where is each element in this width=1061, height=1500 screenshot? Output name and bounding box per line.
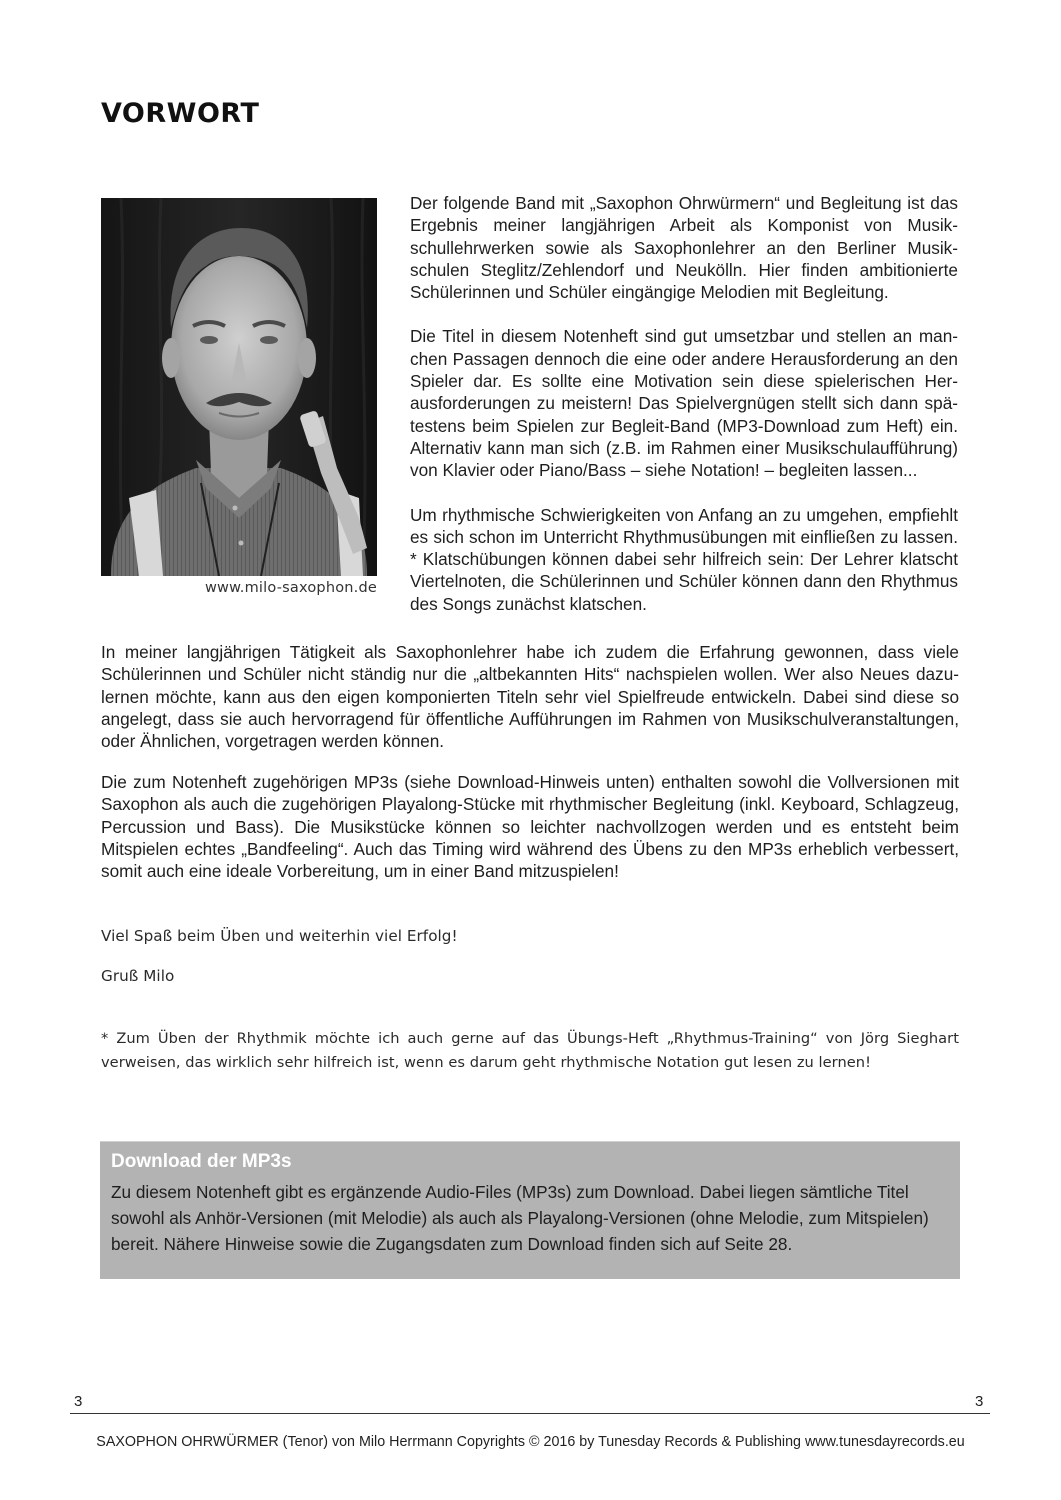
portrait-image bbox=[101, 198, 377, 576]
page-number-left: 3 bbox=[74, 1393, 83, 1410]
footer-copyright: SAXOPHON OHRWÜRMER (Tenor) von Milo Herrmann Copyrights © 2016 by Tunesday Records & Publishing www.tunesdayrecords.eu bbox=[96, 1434, 965, 1450]
signature: Gruß Milo bbox=[101, 967, 175, 985]
footer-divider bbox=[70, 1413, 990, 1414]
paragraph-3: Um rhythmische Schwierigkeiten von Anfang an zu umgehen, empfiehlt es sich schon im Unterricht Rhythmusübungen mit einfließen zu lassen. * Klatschübungen können dabei sehr hilfreich sein: Der Lehrer klatscht Viertelnoten, die Schülerinnen und Schüler können dann den Rhythmus des Songs zunächst klatschen. bbox=[410, 504, 958, 614]
paragraph-2: Die Titel in diesem Notenheft sind gut umsetzbar und stellen an manchen Passagen dennoch die eine oder andere Herausforderung an den Spieler dar. Es sollte eine Motivation sein diese spielerischen Herausforderungen zu meistern! Das Spielvergnügen stellt sich dann spätestens beim Spielen zur Begleit-Band (MP3-Download zum Heft) ein. Alternativ kann man sich (z.B. im Rahmen einer Musikschulaufführung) von Klavier oder Piano/Bass – siehe Notation! – begleiten lassen... bbox=[410, 326, 958, 481]
page-number-right: 3 bbox=[975, 1393, 984, 1410]
download-box-title: Download der MP3s bbox=[111, 1151, 292, 1172]
paragraph-5-block bbox=[101, 771, 959, 882]
footnote: * Zum Üben der Rhythmik möchte ich auch gerne auf das Übungs-Heft „Rhythmus-Training“ von Jörg Sieghart verweisen, das wirklich sehr hilfreich ist, wenn es darum geht rhythmische Notation gut lesen zu lernen! bbox=[101, 1030, 959, 1071]
paragraph-5: Die zum Notenheft zugehörigen MP3s (siehe Download-Hinweis unten) enthalten sowohl die Vollversionen mit Saxophon als auch die zugehörigen Playalong-Stücke mit rhythmischer Begleitung (inkl. Keyboard, Schlagzeug, Percussion und Bass). Die Musikstücke können so leichter nachvollzogen werden und es entsteht beim Mitspielen echtes „Bandfeeling“. Auch das Timing wird während des Übens zu den MP3s erheblich verbessert, somit auch eine ideale Vorbereitung, um in einer Band mitzuspielen! bbox=[101, 772, 959, 882]
photo-caption[interactable]: www.milo-saxophon.de bbox=[204, 580, 377, 596]
download-box-text: Zu diesem Notenheft gibt es ergänzende Audio-Files (MP3s) zum Download. Dabei liegen sämtliche Titel sowohl als Anhör-Versionen (mit Melodie) als auch als Playalong-Versionen (ohne Melodie, zum Mitspielen) bereit. Nähere Hinweise sowie die Zugangsdaten zum Download finden sich auf Seite 28. bbox=[111, 1182, 929, 1254]
download-info-box bbox=[100, 1141, 960, 1279]
closing-wish: Viel Spaß beim Üben und weiterhin viel Erfolg! bbox=[101, 927, 458, 945]
page-title: VORWORT bbox=[101, 98, 260, 129]
intro-column bbox=[410, 192, 958, 637]
paragraph-4-block bbox=[101, 641, 959, 752]
paragraph-1: Der folgende Band mit „Saxophon Ohrwürmern“ und Begleitung ist das Ergebnis meiner langjährigen Arbeit als Komponist von Musikschullehrwerken sowie als Saxophonlehrer an den Berliner Musikschulen Steglitz/Zehlendorf und Neukölln. Hier finden ambitionierte Schülerinnen und Schüler eingängige Melodien mit Begleitung. bbox=[410, 193, 958, 303]
paragraph-4: In meiner langjährigen Tätigkeit als Saxophonlehrer habe ich zudem die Erfahrung gewonnen, dass viele Schülerinnen und Schüler nicht ständig nur die „altbekannten Hits“ nachspielen wollen. Wer also Neues dazulernen möchte, kann aus den eigen komponierten Titeln sehr viel Spielfreude entwickeln. Dabei sind diese so angelegt, dass sie auch hervorragend für öffentliche Aufführungen im Rahmen von Musikschulveranstaltungen, oder Ähnlichen, vorgetragen werden können. bbox=[101, 642, 959, 752]
author-photo bbox=[101, 198, 377, 576]
